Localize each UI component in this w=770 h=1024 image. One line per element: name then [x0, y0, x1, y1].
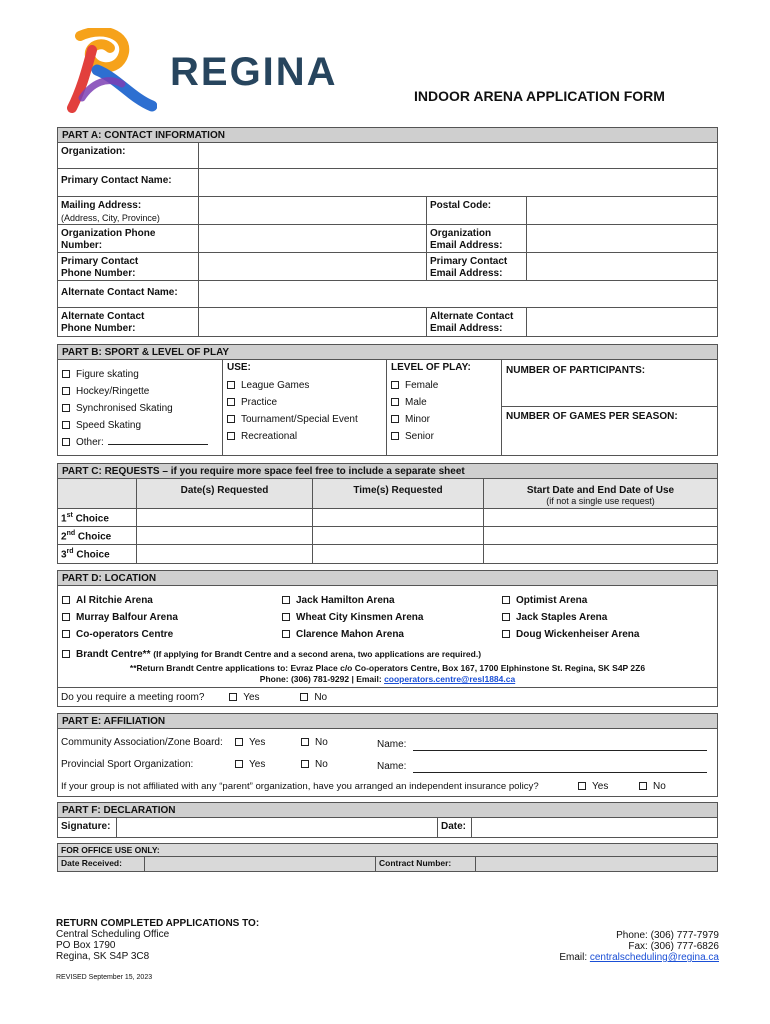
- choice-time-field[interactable]: [312, 509, 483, 526]
- provincial-yes-option[interactable]: Yes: [235, 759, 265, 770]
- address-line: PO Box 1790: [56, 940, 116, 951]
- level-option[interactable]: Female: [391, 377, 497, 394]
- brandt-centre-option[interactable]: Brandt Centre** (If applying for Brandt Centre and a second arena, two applications are required.): [62, 646, 713, 663]
- checkbox-icon[interactable]: [62, 370, 70, 378]
- sport-option-other[interactable]: Other:: [62, 434, 218, 451]
- checkbox-icon[interactable]: [62, 596, 70, 604]
- meeting-room-row: [58, 687, 717, 707]
- arena-option[interactable]: Jack Staples Arena: [502, 609, 713, 626]
- mailing-address-label: Mailing Address: (Address, City, Province): [61, 200, 160, 223]
- other-sport-field[interactable]: [108, 444, 208, 445]
- primary-email-label: Primary Contact Email Address:: [426, 253, 526, 280]
- alternate-contact-name-field[interactable]: [198, 281, 717, 307]
- times-requested-header: Time(s) Requested: [312, 479, 483, 508]
- footer-email-link[interactable]: centralscheduling@regina.ca: [589, 952, 719, 963]
- checkbox-icon[interactable]: [227, 415, 235, 423]
- choice-time-field[interactable]: [312, 527, 483, 544]
- start-end-header: Start Date and End Date of Use (if not a single use request): [483, 479, 717, 508]
- choice-label: 1st Choice: [61, 512, 109, 525]
- regina-logo-icon: [62, 28, 157, 114]
- arena-option[interactable]: Al Ritchie Arena: [62, 592, 282, 609]
- date-label: Date:: [437, 818, 471, 837]
- choice-start-end-field[interactable]: [483, 545, 717, 563]
- alt-phone-field[interactable]: [198, 308, 426, 337]
- level-options: [386, 360, 501, 455]
- choice-start-end-field[interactable]: [483, 509, 717, 526]
- part-e-affiliation: [57, 713, 718, 797]
- choice-row: [58, 527, 717, 545]
- checkbox-icon[interactable]: [282, 596, 290, 604]
- contract-number-label: Contract Number:: [375, 857, 475, 871]
- office-use-only: [57, 843, 718, 872]
- org-phone-field[interactable]: [198, 225, 426, 252]
- part-b-title: PART B: SPORT & LEVEL OF PLAY: [58, 345, 717, 360]
- mailing-address-field[interactable]: [198, 197, 426, 224]
- choice-date-field[interactable]: [136, 509, 312, 526]
- brandt-email-link[interactable]: cooperators.centre@resl1884.ca: [384, 674, 516, 684]
- return-address-block: [56, 918, 259, 962]
- postal-code-field[interactable]: [526, 197, 717, 224]
- form-title: INDOOR ARENA APPLICATION FORM: [414, 88, 665, 104]
- organization-label: Organization:: [61, 146, 126, 157]
- checkbox-icon[interactable]: [391, 398, 399, 406]
- arena-option[interactable]: Optimist Arena: [502, 592, 713, 609]
- insurance-no-option[interactable]: No: [639, 781, 666, 792]
- meeting-room-question: Do you require a meeting room?: [61, 692, 205, 703]
- checkbox-icon[interactable]: [391, 432, 399, 440]
- use-header: USE:: [227, 362, 251, 373]
- community-name-field[interactable]: [413, 750, 707, 751]
- footer-email: Email: centralscheduling@regina.ca: [559, 952, 719, 963]
- use-option[interactable]: Tournament/Special Event: [227, 411, 382, 428]
- checkbox-icon[interactable]: [62, 404, 70, 412]
- level-header: LEVEL OF PLAY:: [391, 362, 471, 373]
- org-email-label: Organization Email Address:: [426, 225, 526, 252]
- arena-column-3: [502, 592, 713, 644]
- checkbox-icon[interactable]: [502, 630, 510, 638]
- arena-option[interactable]: Wheat City Kinsmen Arena: [282, 609, 502, 626]
- choice-date-field[interactable]: [136, 545, 312, 563]
- primary-contact-name-field[interactable]: [198, 169, 717, 196]
- checkbox-icon[interactable]: [235, 760, 243, 768]
- alt-phone-label: Alternate Contact Phone Number:: [61, 311, 145, 334]
- meeting-yes-option[interactable]: Yes: [229, 692, 259, 703]
- checkbox-icon[interactable]: [227, 398, 235, 406]
- alt-email-field[interactable]: [526, 308, 717, 337]
- community-no-option[interactable]: No: [301, 737, 328, 748]
- checkbox-icon[interactable]: [62, 438, 70, 446]
- use-option[interactable]: Recreational: [227, 428, 382, 445]
- date-received-label: Date Received:: [61, 858, 122, 868]
- contract-number-field[interactable]: [475, 857, 717, 871]
- signature-field[interactable]: [116, 818, 437, 837]
- choice-time-field[interactable]: [312, 545, 483, 563]
- level-option[interactable]: Male: [391, 394, 497, 411]
- part-f-title: PART F: DECLARATION: [58, 803, 717, 818]
- arena-option[interactable]: Clarence Mahon Arena: [282, 626, 502, 643]
- use-option[interactable]: League Games: [227, 377, 382, 394]
- part-d-location: [57, 570, 718, 707]
- choice-row: [58, 545, 717, 563]
- community-name-label: Name:: [377, 739, 407, 750]
- dates-requested-header: Date(s) Requested: [136, 479, 312, 508]
- arena-option[interactable]: Co-operators Centre: [62, 626, 282, 643]
- part-c-requests: [57, 463, 718, 564]
- sport-option[interactable]: Hockey/Ringette: [62, 383, 218, 400]
- checkbox-icon[interactable]: [229, 693, 237, 701]
- address-line: Regina, SK S4P 3C8: [56, 951, 150, 962]
- date-received-field[interactable]: [144, 857, 375, 871]
- insurance-question: If your group is not affiliated with any “parent” organization, have you arranged an independent insurance policy?: [61, 781, 539, 792]
- checkbox-icon[interactable]: [301, 738, 309, 746]
- checkbox-icon[interactable]: [62, 650, 70, 658]
- insurance-yes-option[interactable]: Yes: [578, 781, 608, 792]
- return-title: RETURN COMPLETED APPLICATIONS TO:: [56, 918, 260, 929]
- footer-phone: Phone: (306) 777-7979: [616, 930, 719, 941]
- community-label: Community Association/Zone Board:: [61, 737, 223, 748]
- checkbox-icon[interactable]: [62, 421, 70, 429]
- primary-phone-field[interactable]: [198, 253, 426, 280]
- provincial-name-field[interactable]: [413, 772, 707, 773]
- address-line: Central Scheduling Office: [56, 929, 170, 940]
- checkbox-icon[interactable]: [639, 782, 647, 790]
- checkbox-icon[interactable]: [62, 630, 70, 638]
- games-header[interactable]: NUMBER OF GAMES PER SEASON:: [506, 411, 678, 422]
- checkbox-icon[interactable]: [282, 613, 290, 621]
- alternate-contact-name-label: Alternate Contact Name:: [61, 287, 178, 298]
- participants-games: [501, 360, 717, 455]
- arena-option[interactable]: Murray Balfour Arena: [62, 609, 282, 626]
- part-d-title: PART D: LOCATION: [58, 571, 717, 586]
- provincial-no-option[interactable]: No: [301, 759, 328, 770]
- logo-wordmark: REGINA: [170, 50, 338, 94]
- choice-row: [58, 509, 717, 527]
- meeting-no-option[interactable]: No: [300, 692, 327, 703]
- provincial-name-label: Name:: [377, 761, 407, 772]
- checkbox-icon[interactable]: [235, 738, 243, 746]
- arena-option[interactable]: Jack Hamilton Arena: [282, 592, 502, 609]
- part-a-contact-information: [57, 127, 718, 337]
- choice-label: 2nd Choice: [61, 530, 112, 543]
- primary-email-field[interactable]: [526, 253, 717, 280]
- office-title: FOR OFFICE USE ONLY:: [58, 844, 717, 857]
- brandt-contact: Phone: (306) 781-9292 | Email: cooperators.centre@resl1884.ca: [259, 674, 516, 684]
- sport-option[interactable]: Synchronised Skating: [62, 400, 218, 417]
- signature-label: Signature:: [61, 821, 111, 832]
- date-field[interactable]: [471, 818, 717, 837]
- organization-field[interactable]: [198, 143, 717, 168]
- primary-contact-name-label: Primary Contact Name:: [61, 175, 172, 186]
- primary-phone-label: Primary Contact Phone Number:: [61, 256, 139, 279]
- level-option[interactable]: Minor: [391, 411, 497, 428]
- use-options: [222, 360, 386, 455]
- checkbox-icon[interactable]: [502, 596, 510, 604]
- footer-fax: Fax: (306) 777-6826: [628, 941, 719, 952]
- arena-column-1: [62, 592, 282, 644]
- use-option[interactable]: Practice: [227, 394, 382, 411]
- arena-column-2: [282, 592, 502, 644]
- org-email-field[interactable]: [526, 225, 717, 252]
- revised-date: REVISED September 15, 2023: [56, 974, 153, 981]
- checkbox-icon[interactable]: [62, 387, 70, 395]
- checkbox-icon[interactable]: [62, 613, 70, 621]
- community-yes-option[interactable]: Yes: [235, 737, 265, 748]
- contact-block: [559, 930, 719, 963]
- checkbox-icon[interactable]: [578, 782, 586, 790]
- sport-options: [58, 360, 222, 455]
- arena-option[interactable]: Doug Wickenheiser Arena: [502, 626, 713, 643]
- checkbox-icon[interactable]: [300, 693, 308, 701]
- alt-email-label: Alternate Contact Email Address:: [426, 308, 526, 337]
- sport-option[interactable]: Speed Skating: [62, 417, 218, 434]
- checkbox-icon[interactable]: [227, 432, 235, 440]
- part-c-title: PART C: REQUESTS – if you require more space feel free to include a separate sheet: [58, 464, 717, 479]
- checkbox-icon[interactable]: [502, 613, 510, 621]
- part-f-declaration: [57, 802, 718, 838]
- sport-option[interactable]: Figure skating: [62, 366, 218, 383]
- checkbox-icon[interactable]: [391, 381, 399, 389]
- part-a-title: PART A: CONTACT INFORMATION: [58, 128, 717, 143]
- level-option[interactable]: Senior: [391, 428, 497, 445]
- choice-label: 3rd Choice: [61, 548, 110, 561]
- choice-date-field[interactable]: [136, 527, 312, 544]
- provincial-label: Provincial Sport Organization:: [61, 759, 194, 770]
- checkbox-icon[interactable]: [282, 630, 290, 638]
- org-phone-label: Organization Phone Number:: [61, 228, 156, 251]
- part-b-sport-level: [57, 344, 718, 456]
- part-e-title: PART E: AFFILIATION: [58, 714, 717, 729]
- choice-start-end-field[interactable]: [483, 527, 717, 544]
- checkbox-icon[interactable]: [301, 760, 309, 768]
- postal-code-label: Postal Code:: [426, 197, 526, 224]
- participants-header[interactable]: NUMBER OF PARTICIPANTS:: [502, 360, 717, 407]
- checkbox-icon[interactable]: [227, 381, 235, 389]
- brandt-return-address: **Return Brandt Centre applications to: Evraz Place c/o Co-operators Centre, Box 167, 1700 Elphinstone St. Regina, SK S4P 2Z6: [129, 663, 646, 673]
- checkbox-icon[interactable]: [391, 415, 399, 423]
